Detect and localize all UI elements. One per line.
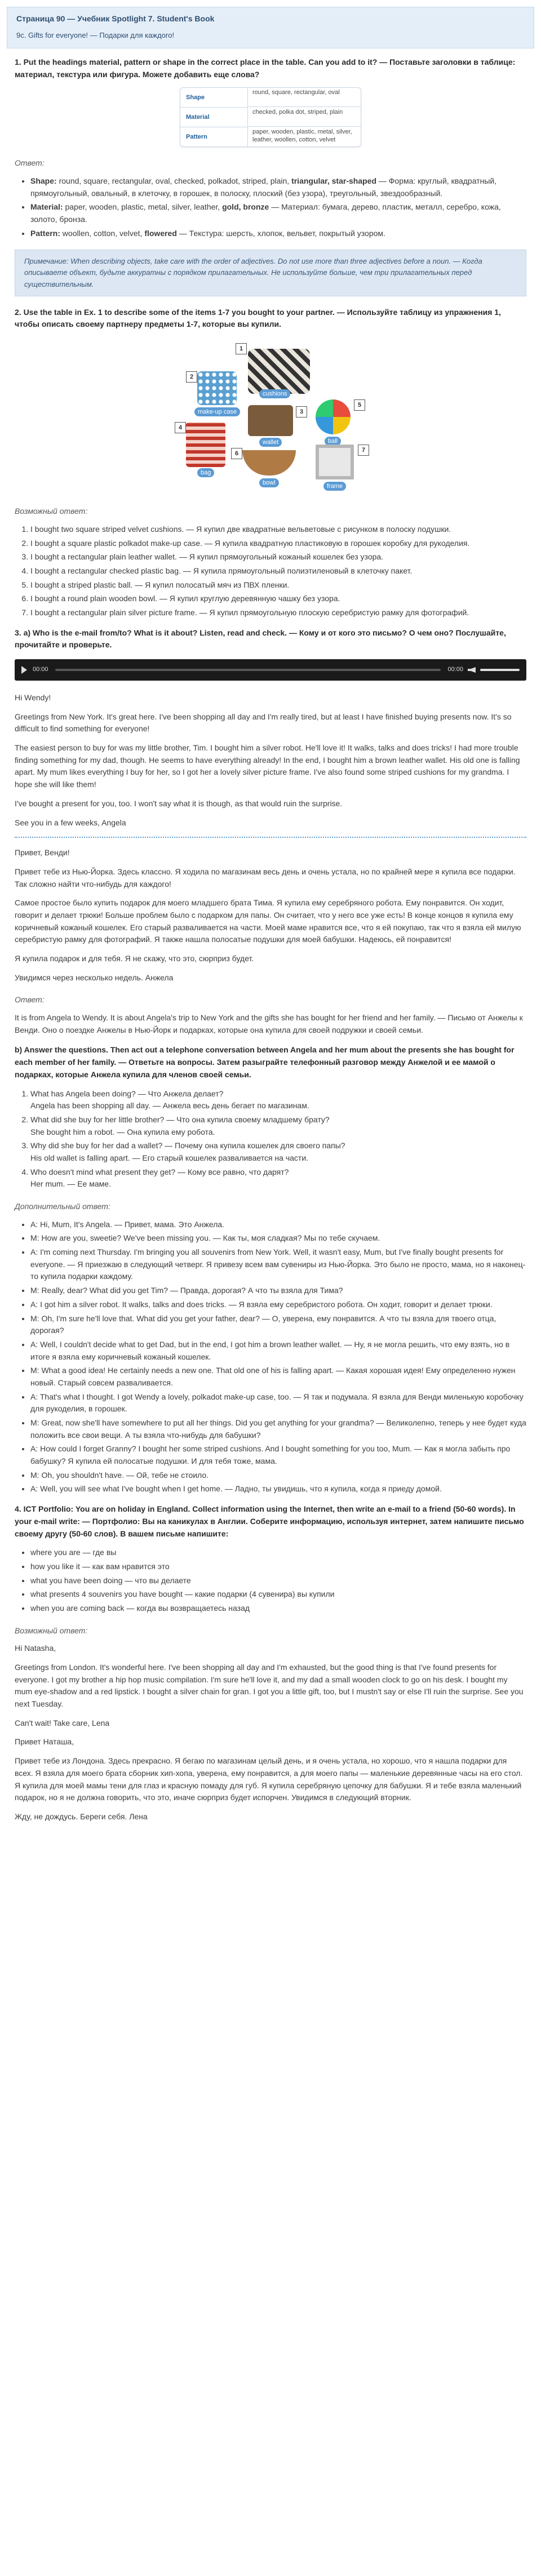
dialogue-line: • A: How could I forget Granny? I bought her some striped cushions. And I bought something for you too, Mum. — Как я могла забыть про бабушку? Я купила ей полосатые подушки. И для тебя тоже, мама. [30,1443,526,1467]
answer: Her mum. — Ее маме. [30,1179,111,1189]
list-item [30,1166,526,1191]
frame-label: frame [323,482,346,491]
answer-added: gold, bronze [222,202,269,212]
question-list [15,1088,526,1191]
list-item [30,1088,526,1112]
answer-label: Дополнительный ответ: [15,1202,110,1211]
audio-total-time: 00:00 [447,666,463,673]
question: Why did she buy for her dad a wallet? — Почему она купила кошелек для своего папы? [30,1141,345,1151]
email-translation-paragraph: Привет тебе из Нью-Йорка. Здесь классно. Я ходила по магазинам весь день и очень устала, но по крайней мере я купила все подарки. Так сложно найти что-нибудь для каждого! [15,867,516,889]
dialogue-line: • M: Oh, I'm sure he'll love that. What did you get your father, dear? — О, уверена, ему понравится. А что ты взяла для твоего отца, дорогая? [30,1313,526,1337]
items-figure [15,337,526,495]
answer-key: Pattern: [30,228,60,238]
list-item: 2. I bought a square plastic polkadot make-up case. — Я купила квадратную пластиковую в горошек коробку для рукоделия. [30,538,526,550]
answer-text: woollen, cotton, velvet, [62,228,143,238]
list-item: 6. I bought a round plain wooden bowl. — Я купил круглую деревянную чашку без узора. [30,593,526,605]
question: Who doesn't mind what present they get? — Кому все равно, что дарят? [30,1167,289,1176]
dialogue-line: • A: Well, you will see what I've bought when I get home. — Ладно, ты увидишь, что я купила, когда я приеду домой. [30,1483,526,1495]
number-badge: 5 [354,399,365,411]
dialogue-line: • M: Oh, you shouldn't have. — Ой, тебе не стоило. [30,1469,526,1482]
main-content [7,56,534,1823]
dialogue-line: • M: How are you, sweetie? We've been missing you. — Как ты, моя сладкая? Мы по тебе скучаем. [30,1232,526,1245]
number-badge: 6 [231,448,242,459]
email-paragraph: See you in a few weeks, Angela [15,818,126,827]
task-2-title: 2. Use the table in Ex. 1 to describe some of the items 1-7 you bought to your partner. — Используйте таблицу из упражнения 1, чтобы описать своему партнеру предметы 1-7, которые вы купили. [15,307,501,329]
make-up-case-image [197,371,237,405]
email-paragraph: Greetings from New York. It's great here. I've been shopping all day and I'm really tired, but at least I have finished buying presents now. It's so difficult to find something for everyone! [15,712,512,734]
wallet-label: wallet [259,438,282,447]
task-1-title: 1. Put the headings material, pattern or shape in the correct place in the table. Can you add to it? — Поставьте заголовки в таблице: материал, текстура или фигура. Можете добавить еще слова? [15,57,516,79]
table-heading-material: Material [180,108,248,127]
dialogue-line: • A: I got him a silver robot. It walks, talks and does tricks. — Я взяла ему серебристого робота. Он ходит, говорит и делает трюки. [30,1299,526,1311]
answer: Angela has been shopping all day. — Анжела весь день бегает по магазинам. [30,1101,309,1111]
number-badge: 2 [186,371,197,383]
audio-progress-bar[interactable] [55,669,441,671]
answer-key: Material: [30,202,63,212]
cushions-label: cushions [259,389,290,398]
answer-added: flowered [144,228,177,238]
page-header [7,7,534,48]
table-heading-pattern: Pattern [180,127,248,146]
answer-list [15,523,526,619]
answer: His old wallet is falling apart. — Его старый кошелек разваливается на части. [30,1153,309,1162]
list-item: • how you like it — как вам нравится это [30,1561,526,1573]
list-item: 1. I bought two square striped velvet cushions. — Я купил две квадратные вельветовые с рисунком в полоску подушки. [30,523,526,536]
list-item: • what presents 4 souvenirs you have bought — какие подарки (4 сувенира) вы купили [30,1588,526,1601]
email-translation-paragraph: Самое простое было купить подарок для моего младшего брата Тима. Я купила ему серебряного робота. Ему понравится. Он ходит, говорит и делает трюки! Больше проблем было с подарком для папы. Он считает, что у него все уже есть! В конце концов я купила ему коричневый кожаный кошелек. Его старый разваливается на части. Моей маме нравится все, что я ей покупаю, так что я взяла ей милую серебристую рамку для фотографий. Я также нашла полосатые подушки для моей бабушки. Надеюсь, ей понравится! [15,898,521,944]
breadcrumb[interactable]: Страница 90 — Учебник Spotlight 7. Student's Book [16,14,215,23]
list-item [30,201,526,225]
note-label: Примечание: [24,257,69,266]
dialogue-line: • A: I'm coming next Thursday. I'm bringing you all souvenirs from New York. Well, it wasn't easy, Mum, but I've finally bought presents for everyone. — Я приезжаю в следующий четверг. Я привезу всем вам сувениры из Нью-Йорка. Это было не просто, мама, но я наконец-то купила подарки каждому. [30,1246,526,1283]
volume-icon[interactable] [468,667,476,673]
audio-player [15,659,526,681]
table-figure [15,87,526,147]
bag-image [186,422,225,467]
dotted-divider [15,837,526,838]
dialogue-line: • A: That's what I thought. I got Wendy a lovely, polkadot make-up case, too. — Я так и подумала. Я взяла для Венди миленькую коробочку для рукоделия, в горошек. [30,1391,526,1415]
task-3a-title: 3. a) Who is the e-mail from/to? What is it about? Listen, read and check. — Кому и от кого это письмо? О чем оно? Послушайте, прочитайте и проверьте. [15,628,506,650]
list-item [30,1140,526,1164]
list-item: 5. I bought a striped plastic ball. — Я купил полосатый мяч из ПВХ пленки. [30,579,526,592]
list-item [30,228,526,240]
answer-label: Ответ: [15,995,45,1005]
list-item [30,175,526,199]
answer-text: paper, wooden, plastic, metal, silver, leather, [65,202,220,212]
volume-slider[interactable] [480,669,520,671]
answer-text: It is from Angela to Wendy. It is about Angela's trip to New York and the gifts she has bought for her friend and her family. — Письмо от Анжелы к Венди. Оно о поездке Анжелы в Нью-Йорк и подарках, которые она купила для своей подружки и своей семьи. [15,1013,523,1034]
email-paragraph: I've bought a present for you, too. I won't say what it is though, as that would ruin the surprise. [15,798,343,808]
dialogue-line: • M: Great, now she'll have somewhere to put all her things. Did you get anything for your grandma? — Великолепно, теперь у нее будет куда положить все свои вещи. А ты взяла что-нибудь для бабушки? [30,1417,526,1441]
note-box [15,250,526,296]
bag-label: bag [197,468,214,477]
answer-label: Ответ: [15,158,45,168]
dialogue-line: • M: What a good idea! He certainly needs a new one. That old one of his is falling apart. — Какая хорошая идея! Ему определенно нужен новый. Старый совсем разваливается. [30,1365,526,1389]
number-badge: 7 [358,445,369,456]
points-list [15,1547,526,1614]
answer-translation: — Текстура: шерсть, хлопок, вельвет, покрытый узором. [179,228,385,238]
answer-label: Возможный ответ: [15,1625,88,1635]
dialogue-list [15,1219,526,1495]
ball-label: ball [325,437,341,446]
bowl-image [242,450,296,476]
number-badge: 3 [296,406,307,418]
email-paragraph: Hi Wendy! [15,693,51,702]
audio-current-time: 00:00 [33,666,48,673]
question: What did she buy for her little brother? — Что она купила своему младшему брату? [30,1114,330,1124]
number-badge: 4 [175,422,186,433]
letter-paragraph: Greetings from London. It's wonderful here. I've been shopping all day and I'm exhausted, but the good thing is that I've found presents for everyone. I got my brother a hip hop music compilation. I'm sure he'll love it, and my dad a small wooden clock to go on his desk. I bought my mum eye-shadow and a red lipstick. I bought a silver chain for gran. I got you a little gift, too, but I mustn't say or else I'll ruin the surprise. See you next Tuesday. [15,1663,524,1709]
email-translation-paragraph: Увидимся через несколько недель. Анжела [15,972,174,982]
email-translation-paragraph: Я купила подарок и для тебя. Я не скажу, что это, сюрприз будет. [15,954,254,963]
list-item: 3. I bought a rectangular plain leather wallet. — Я купил прямоугольный кожаный кошелек без узора. [30,551,526,563]
list-item [30,1114,526,1138]
answer-text: round, square, rectangular, oval, checked, polkadot, striped, plain, [59,176,290,185]
wallet-image [248,405,293,436]
ball-image [316,399,351,434]
table-heading-shape: Shape [180,88,248,108]
table-cell: round, square, rectangular, oval [248,88,361,107]
dialogue-line: • A: Well, I couldn't decide what to get Dad, but in the end, I got him a brown leather wallet. — Ну, я не могла решить, что ему взять, но в итоге я взяла ему коричневый кожаный кошелек. [30,1339,526,1363]
answer: She bought him a robot. — Она купила ему робота. [30,1127,215,1136]
make-up-case-label: make-up case [194,407,240,416]
question: What has Angela been doing? — Что Анжела делает? [30,1089,224,1098]
page-title: 9c. Gifts for everyone! — Подарки для каждого! [16,30,175,39]
answer-translation: — Материал: бумага, дерево, пластик, металл, серебро, кожа, золото, бронза. [30,202,501,224]
list-item: • where you are — где вы [30,1547,526,1559]
list-item: 7. I bought a rectangular plain silver picture frame. — Я купил прямоугольную плоскую серебристую рамку для фотографий. [30,607,526,619]
letter-translation-paragraph: Привет тебе из Лондона. Здесь прекрасно. Я бегаю по магазинам целый день, и я очень устала, но хорошо, что я нашла подарки для всех. Я взяла для моего брата сборник хип-хопа, уверена, ему понравится, а для моего папы — маленькие деревянные часы на его стол. Я купила для моей мамы тени для глаз и красную помаду для губ. Я купила серебряную цепочку для бабушки. Я и тебе взяла маленький подарок, но я не должна говорить, что это, иначе сюрприз будет испорчен. Увидимся в следующий вторник. [15,1756,523,1802]
frame-image [316,445,354,479]
number-badge: 1 [236,343,247,354]
answer-translation: — Форма: круглый, квадратный, прямоугольный, овальный, в клеточку, в горошек, в полоску, плоский (без узора), треугольный, звездообразный. [30,176,497,198]
email-paragraph: The easiest person to buy for was my little brother, Tim. I bought him a silver robot. He'll love it! It walks, talks and does tricks! I had more trouble finding something for my dad, though. He seems to have everything already! In the end, I bought him a brown leather wallet. His old one is falling apart. My mum likes everything I buy for her, so I got her a lovely silver picture frame. I've also found some striped cushions for my grandma. I hope she will like them! [15,743,520,789]
answer-added: triangular, star-shaped [291,176,376,185]
task-3b-title: b) Answer the questions. Then act out a telephone conversation between Angela and her mum about the presents she has bought for each member of her family. — Ответьте на вопросы. Затем разыграйте телефонный разговор между Анжелой и ее мамой о подарках, которые Анжела купила для членов своей семьи. [15,1045,515,1079]
items-illustration [163,337,378,495]
task-4-title: 4. ICT Portfolio: You are on holiday in England. Collect information using the Internet, then write an e-mail to a friend (50-60 words). In your e-mail write: — Портфолио: Вы на каникулах в Англии. Соберите информацию, используя интернет, затем напишите письмо своему другу (50-60 слов). В вашем письме напишите: [15,1504,524,1538]
letter-paragraph: Can't wait! Take care, Lena [15,1718,110,1727]
email-translation-paragraph: Привет, Венди! [15,848,70,858]
letter-paragraph: Hi Natasha, [15,1644,56,1653]
answer-label: Возможный ответ: [15,507,88,516]
play-icon[interactable] [21,666,27,674]
vocabulary-table [180,87,361,147]
dialogue-line: • M: Really, dear? What did you get Tim? — Правда, дорогая? А что ты взяла для Тима? [30,1285,526,1297]
letter-translation-paragraph: Привет Наташа, [15,1737,74,1747]
table-cell: paper, wooden, plastic, metal, silver, leather, woollen, cotton, velvet [252,128,352,143]
letter-translation-paragraph: Жду, не дождусь. Береги себя. Лена [15,1811,148,1821]
list-item: • what you have been doing — что вы делаете [30,1575,526,1587]
answer-key: Shape: [30,176,57,185]
answer-list [15,175,526,239]
dialogue-line: • A: Hi, Mum, It's Angela. — Привет, мама. Это Анжела. [30,1219,526,1231]
cushions-image [248,349,310,394]
table-cell: checked, polka dot, striped, plain [248,108,361,127]
list-item: 4. I bought a rectangular checked plastic bag. — Я купила прямоугольный полиэтиленовый в клеточку пакет. [30,565,526,578]
note-text: When describing objects, take care with the order of adjectives. Do not use more than three adjectives before a noun. — Когда описываете объект, будьте аккуратны с порядком прилагательных. Не используйте больше, чем три прилагательных перед существительным. [24,257,482,288]
list-item: • when you are coming back — когда вы возвращаетесь назад [30,1602,526,1615]
bowl-label: bowl [259,478,279,487]
